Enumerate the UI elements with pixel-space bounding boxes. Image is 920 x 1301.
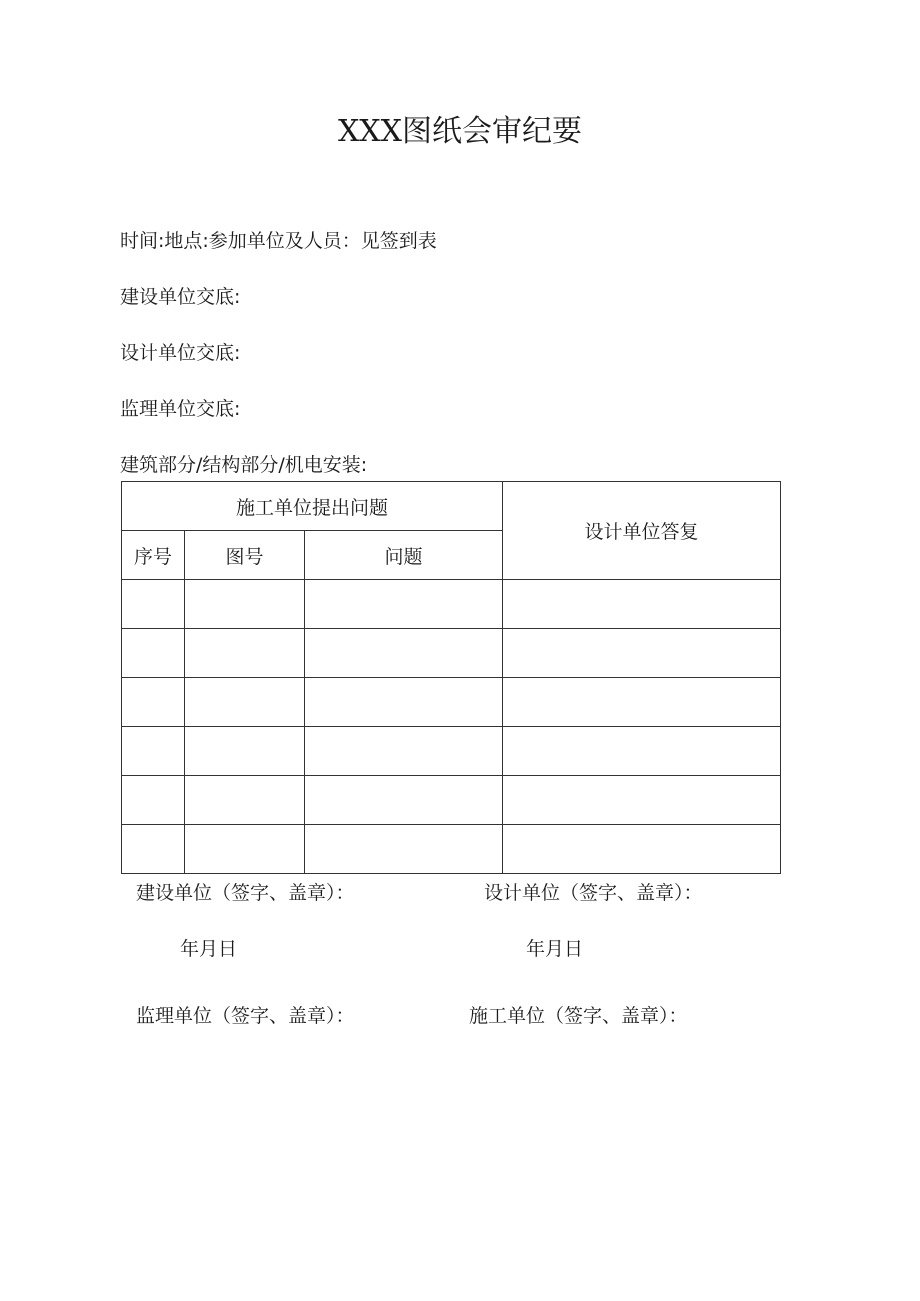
- document-title: XXX图纸会审纪要: [337, 114, 583, 149]
- table-cell[interactable]: [503, 629, 781, 678]
- constructor-questions-header: 施工单位提出问题: [122, 482, 503, 531]
- table-cell[interactable]: [503, 776, 781, 825]
- table-row: [122, 727, 781, 776]
- table-row: [122, 629, 781, 678]
- table-cell[interactable]: [122, 825, 185, 874]
- designer-briefing-line: 设计单位交底:: [120, 342, 241, 364]
- supervisor-signature-label: 监理单位（签字、盖章）：: [136, 1005, 355, 1027]
- table-cell[interactable]: [305, 629, 503, 678]
- builder-date-label: 年月日: [180, 938, 238, 960]
- table-cell[interactable]: [122, 776, 185, 825]
- review-table: [121, 481, 781, 874]
- column-header-serial: 序号: [122, 531, 185, 580]
- table-header-row: [122, 482, 781, 531]
- table-cell[interactable]: [185, 727, 305, 776]
- table-cell[interactable]: [305, 825, 503, 874]
- sections-line: 建筑部分/结构部分/机电安装:: [120, 454, 368, 476]
- table-row: [122, 776, 781, 825]
- designer-date-label: 年月日: [526, 938, 584, 960]
- designer-signature-label: 设计单位（签字、盖章）：: [484, 882, 703, 904]
- column-header-question: 问题: [305, 531, 503, 580]
- table-cell[interactable]: [185, 678, 305, 727]
- constructor-signature-label: 施工单位（签字、盖章）：: [469, 1005, 688, 1027]
- table-cell[interactable]: [185, 629, 305, 678]
- column-header-drawing-no: 图号: [185, 531, 305, 580]
- table-cell[interactable]: [503, 580, 781, 629]
- meeting-info-line: 时间:地点:参加单位及人员：见签到表: [120, 230, 437, 252]
- table-row: [122, 825, 781, 874]
- table-cell[interactable]: [305, 727, 503, 776]
- table-cell[interactable]: [305, 678, 503, 727]
- table-cell[interactable]: [503, 825, 781, 874]
- table-cell[interactable]: [122, 678, 185, 727]
- table-cell[interactable]: [185, 825, 305, 874]
- table-row: [122, 678, 781, 727]
- table-row: [122, 580, 781, 629]
- table-cell[interactable]: [503, 727, 781, 776]
- table-cell[interactable]: [122, 580, 185, 629]
- table-cell[interactable]: [185, 776, 305, 825]
- table-cell[interactable]: [185, 580, 305, 629]
- table-cell[interactable]: [503, 678, 781, 727]
- builder-briefing-line: 建设单位交底:: [120, 286, 241, 308]
- builder-signature-label: 建设单位（签字、盖章）：: [136, 882, 355, 904]
- supervisor-briefing-line: 监理单位交底:: [120, 398, 241, 420]
- table-cell[interactable]: [122, 727, 185, 776]
- table-cell[interactable]: [122, 629, 185, 678]
- table-cell[interactable]: [305, 776, 503, 825]
- designer-reply-header: 设计单位答复: [503, 482, 781, 580]
- table-cell[interactable]: [305, 580, 503, 629]
